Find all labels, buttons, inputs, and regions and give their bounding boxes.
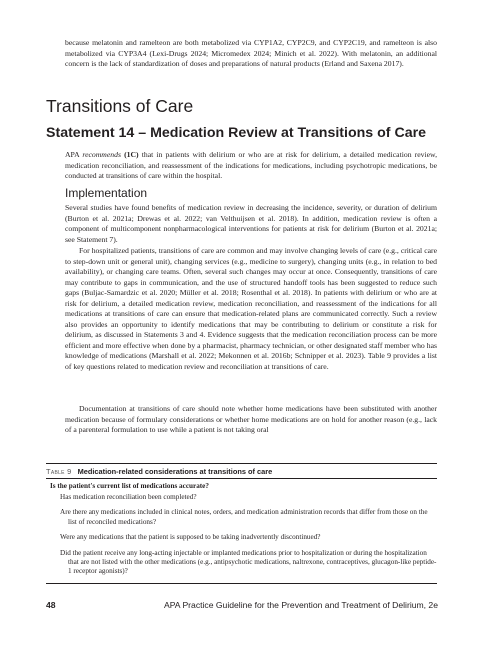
statement-title: Statement 14 – Medication Review at Transitions of Care — [46, 125, 427, 141]
table-title: Medication-related considerations at transitions of care — [77, 467, 273, 476]
table-9 — [46, 463, 437, 584]
statement-paragraph — [65, 150, 437, 182]
page-number: 48 — [46, 600, 56, 610]
table-item: Are there any medications included in clinical notes, orders, and medication administration records that differ from those on the list of reconciled medications? — [60, 508, 428, 526]
statement-recommends: recommends — [82, 150, 121, 159]
table-item: Has medication reconciliation been completed? — [60, 493, 197, 501]
section-title: Transitions of Care — [46, 96, 194, 116]
implementation-paragraph-3: Documentation at transitions of care should note whether home medications have been substituted with another medication because of formulary considerations or whether home medications are on hold for another reason (e.g., lack of a parenteral formulation to use while a patient is not taking oral — [65, 404, 437, 435]
implementation-paragraph-1: Several studies have found benefits of medication review in decreasing the incidence, severity, or duration of delirium (Burton et al. 2021a; Drewas et al. 2022; van Velthuijsen et al. 2018). In addition, medication review is often a component of multicomponent nonpharmacological interventions for patients at risk for delirium (Burton et al. 2021a; see Statement 7). — [65, 203, 437, 244]
implementation-heading: Implementation — [65, 186, 148, 200]
table-item: Did the patient receive any long-acting injectable or implanted medications prior to hospitalization or during the hospitalization that are not listed with the other medications (e.g., antipsychotic medications, naltrexone, contraceptives, glucagon-like peptide-1 receptor agonists)? — [60, 548, 437, 576]
continued-paragraph: because melatonin and ramelteon are both metabolized via CYP1A2, CYP2C9, and CYP2C19, and ramelteon is also metabolized via CYP3A4 (Lexi-Drugs 2024; Micromedex 2024; Minich et al. 2022). With melatonin, an additional concern is the lack of standardization of doses and preparations of natural products (Erland and Saxena 2017). — [65, 38, 437, 69]
table-label: Table 9 — [46, 467, 72, 476]
statement-lead: APA — [65, 150, 80, 159]
implementation-paragraph-2: For hospitalized patients, transitions of care are common and may involve changing levels of care (e.g., critical care to step-down unit or general unit), changing services (e.g., medicine to surgery), changing units (e.g., in relation to bed availability), or changing care teams. Often, several such changes may occur at once. Consequently, transitions of care may contribute to gaps in communication, and the use of structured handoff tools has been suggested to reduce such gaps (Buljac-Samardzic et al. 2020; Müller et al. 2018; Rosenthal et al. 2018). In patients with delirium or who are at risk for delirium, a detailed medication review, medication reconciliation, and reassessment of the indications for all medications at transitions of care can ensure that medication-related plans are communicated correctly. Such a review also provides an opportunity to identify medications that may be contributing to delirium or constitute a risk for delirium, as discussed in Statements 3 and 4. Evidence suggests that the medication reconciliation process can be more efficient and more effective when done by a pharmacist, pharmacy technician, or other designated staff member who has knowledge of medications (Marshall et al. 2022; Mekonnen et al. 2016b; Schnipper et al. 2023). Table 9 provides a list of key questions related to medication review and reconciliation at transitions of care. — [65, 246, 437, 372]
table-items — [46, 493, 437, 577]
table-question: Is the patient's current list of medications accurate? — [50, 482, 209, 490]
table-bottom-rule — [46, 583, 437, 584]
running-footer-title: APA Practice Guideline for the Prevention and Treatment of Delirium, 2e — [163, 600, 438, 610]
statement-body: that in patients with delirium or who are at risk for delirium, a detailed medication review, medication reconciliation, and reassessment of the indications for medications, including psychotropic medications, be conducted at transitions of care within the hospital. — [65, 150, 437, 181]
statement-grade: (1C) — [124, 150, 139, 159]
table-caption — [46, 464, 437, 478]
table-item: Were any medications that the patient is supposed to be taking inadvertently discontinued? — [60, 533, 321, 542]
